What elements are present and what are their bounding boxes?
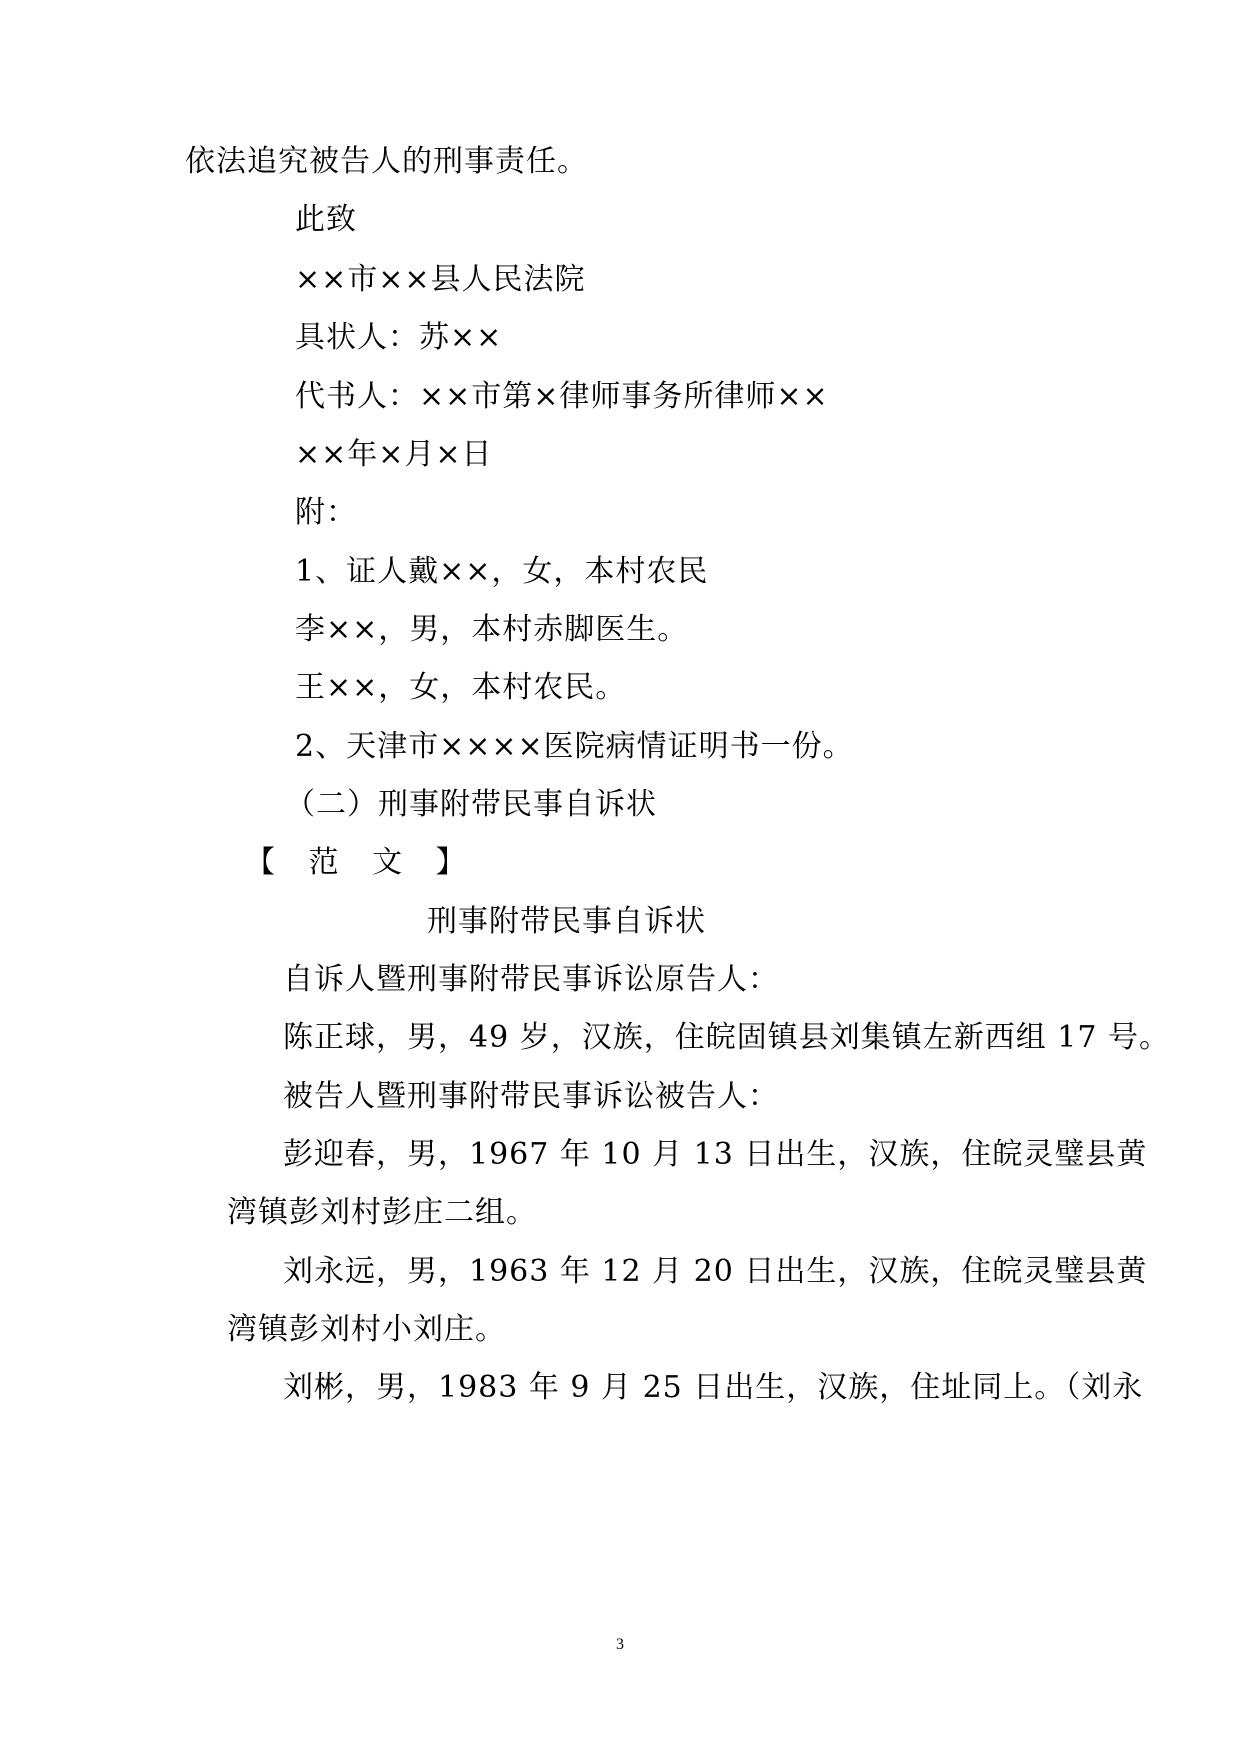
text-line: ××市××县人民法院 [295,262,586,297]
text-line: 自诉人暨刑事附带民事诉讼原告人： [283,962,779,997]
text-line: 被告人暨刑事附带民事诉讼被告人： [283,1079,779,1114]
text-line: 彭迎春，男，1967 年 10 月 13 日出生，汉族，住皖灵璧县黄 [283,1137,1148,1172]
text-line: 王××，女，本村农民。 [295,670,627,705]
text-line: 代书人：××市第×律师事务所律师×× [295,379,829,414]
page-number: 3 [616,1636,624,1653]
text-line: 附： [295,495,357,530]
text-line: 湾镇彭刘村小刘庄。 [227,1312,506,1347]
text-line: 依法追究被告人的刑事责任。 [185,144,588,179]
text-line: 此致 [295,202,357,237]
text-line: 刘永远，男，1963 年 12 月 20 日出生，汉族，住皖灵璧县黄 [283,1254,1148,1289]
text-line: 2、天津市××××医院病情证明书一份。 [295,729,854,764]
text-line: 陈正球，男，49 岁，汉族，住皖固镇县刘集镇左新西组 17 号。 [283,1020,1170,1055]
text-line: 李××，男，本村赤脚医生。 [295,612,689,647]
text-line: 湾镇彭刘村彭庄二组。 [227,1195,537,1230]
text-line: 刘彬，男，1983 年 9 月 25 日出生，汉族，住址同上。（刘永 [283,1370,1144,1405]
text-line: ××年×月×日 [295,437,493,472]
sample-label: 【 范 文 】 [245,845,478,880]
section-heading: （二）刑事附带民事自诉状 [285,787,657,822]
text-line: 具状人：苏×× [295,320,503,355]
text-line: 1、证人戴××，女，本村农民 [295,554,709,589]
document-title: 刑事附带民事自诉状 [427,904,706,939]
